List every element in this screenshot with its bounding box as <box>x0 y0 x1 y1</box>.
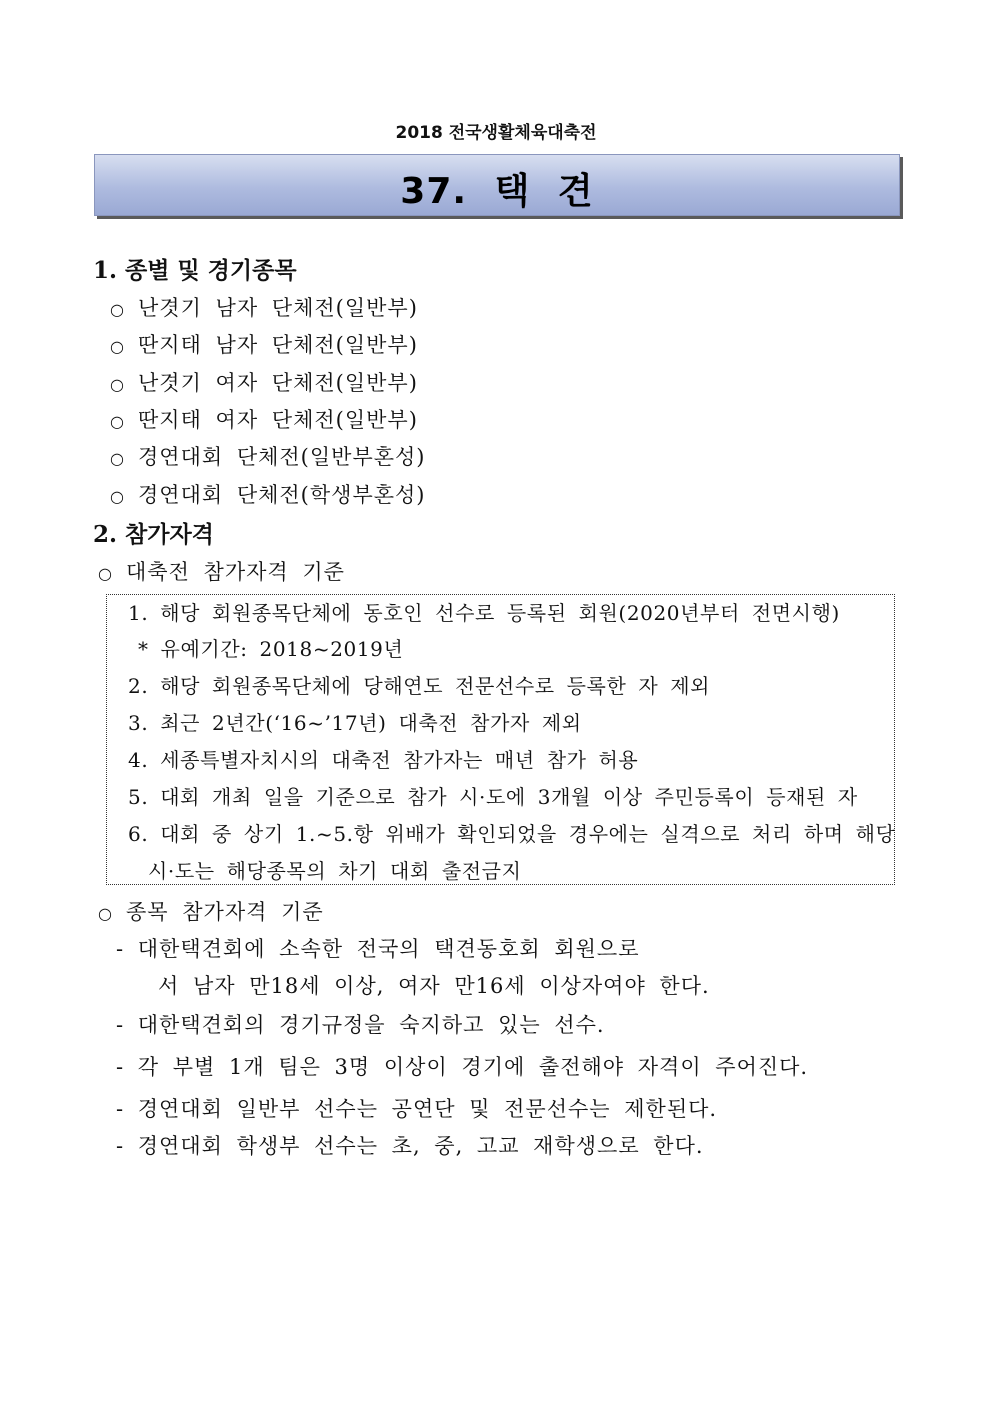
bullet-circle-icon: ○ <box>110 300 125 319</box>
rule-item: - 대한택견회의 경기규정을 숙지하고 있는 선수. <box>116 1013 605 1037</box>
criteria-subheading: ○ 대축전 참가자격 기준 <box>98 560 345 584</box>
rules-subheading: ○ 종목 참가자격 기준 <box>98 900 324 924</box>
criteria-item-continued: 시·도는 해당종목의 차기 대회 출전금지 <box>148 859 522 883</box>
list-item: ○ 딴지태 여자 단체전(일반부) <box>110 408 418 432</box>
page-title: 37. 택 견 <box>400 171 594 212</box>
bullet-circle-icon: ○ <box>98 564 113 583</box>
criteria-item: 3. 최근 2년간(‘16~’17년) 대축전 참가자 제외 <box>128 711 582 735</box>
criteria-item: 4. 세종특별자치시의 대축전 참가자는 매년 참가 허용 <box>128 748 639 772</box>
bullet-circle-icon: ○ <box>110 412 125 431</box>
list-item: ○ 경연대회 단체전(학생부혼성) <box>110 483 426 507</box>
criteria-item: 5. 대회 개최 일을 기준으로 참가 시·도에 3개월 이상 주민등록이 등재된 자 <box>128 785 858 809</box>
document-header: 2018 전국생활체육대축전 <box>395 123 597 143</box>
bullet-circle-icon: ○ <box>110 487 125 506</box>
rule-item: - 대한택견회에 소속한 전국의 택견동호회 회원으로 <box>116 937 640 961</box>
section1-heading: 1. 종별 및 경기종목 <box>93 257 297 284</box>
rule-item: - 경연대회 학생부 선수는 초, 중, 고교 재학생으로 한다. <box>116 1134 704 1158</box>
list-item: ○ 난겻기 여자 단체전(일반부) <box>110 371 418 395</box>
criteria-item: 2. 해당 회원종목단체에 당해연도 전문선수로 등록한 자 제외 <box>128 674 711 698</box>
criteria-note: * 유예기간: 2018~2019년 <box>138 637 404 661</box>
rule-item-continued: 서 남자 만18세 이상, 여자 만16세 이상자여야 한다. <box>158 974 710 998</box>
title-banner <box>94 154 900 216</box>
list-item: ○ 딴지태 남자 단체전(일반부) <box>110 333 418 357</box>
section2-heading: 2. 참가자격 <box>93 521 214 548</box>
rule-item: - 경연대회 일반부 선수는 공연단 및 전문선수는 제한된다. <box>116 1097 718 1121</box>
bullet-circle-icon: ○ <box>98 904 113 923</box>
list-item: ○ 경연대회 단체전(일반부혼성) <box>110 445 426 469</box>
list-item: ○ 난겻기 남자 단체전(일반부) <box>110 296 418 320</box>
criteria-item: 1. 해당 회원종목단체에 동호인 선수로 등록된 회원(2020년부터 전면시행) <box>128 601 840 625</box>
bullet-circle-icon: ○ <box>110 449 125 468</box>
bullet-circle-icon: ○ <box>110 337 125 356</box>
criteria-item: 6. 대회 중 상기 1.~5.항 위배가 확인되었을 경우에는 실격으로 처리 하며 해당 <box>128 822 896 846</box>
rule-item: - 각 부별 1개 팀은 3명 이상이 경기에 출전해야 자격이 주어진다. <box>116 1055 809 1079</box>
bullet-circle-icon: ○ <box>110 375 125 394</box>
